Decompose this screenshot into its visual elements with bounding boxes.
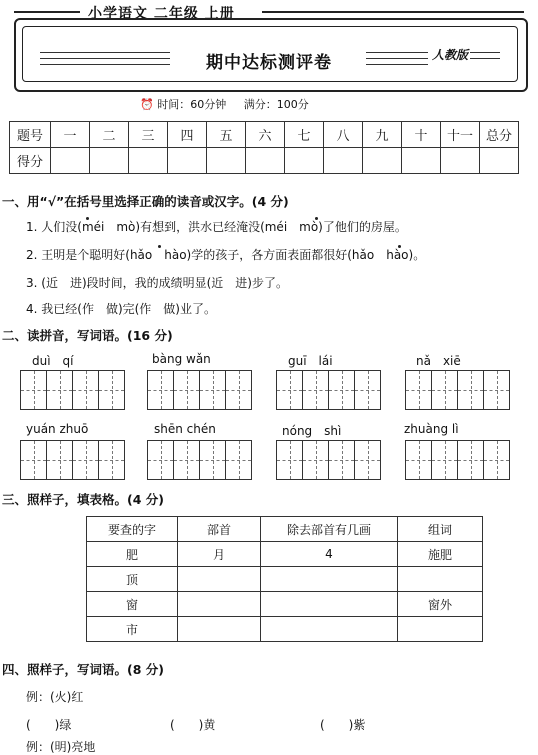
score-cell[interactable] (129, 148, 168, 174)
score-cell[interactable] (168, 148, 207, 174)
char-lookup-table (86, 516, 483, 642)
pinyin-label: nóng shì (282, 424, 342, 438)
section-1-heading: 一、用“√”在括号里选择正确的读音或汉字。(4 分) (2, 194, 289, 209)
score-header-cell: 十 (402, 122, 441, 148)
time-info (140, 96, 309, 112)
table-row (87, 542, 483, 567)
score-cell[interactable] (363, 148, 402, 174)
writing-box[interactable] (276, 440, 381, 480)
pinyin-label: bàng wǎn (152, 352, 211, 366)
fill-blank[interactable]: ( )黄 (170, 718, 216, 732)
full-score: 满分：100分 (243, 98, 309, 111)
score-table (9, 121, 519, 174)
score-cell[interactable] (324, 148, 363, 174)
table-cell: 4 (261, 542, 398, 567)
score-cell[interactable] (207, 148, 246, 174)
clock-icon: ⏰ (140, 98, 154, 111)
section-4-heading: 四、照样子，写词语。(8 分) (2, 662, 164, 677)
example-text: 例：(火)红 (26, 690, 84, 704)
writing-box[interactable] (276, 370, 381, 410)
score-header-cell: 二 (90, 122, 129, 148)
score-cell[interactable] (441, 148, 480, 174)
table-cell: 市 (87, 617, 178, 642)
pinyin-label: shēn chén (154, 422, 216, 436)
score-table-score-row (10, 148, 519, 174)
score-cell[interactable] (51, 148, 90, 174)
score-cell[interactable] (90, 148, 129, 174)
table-header-cell: 部首 (178, 517, 261, 542)
example-text-2: 例：(明)亮地 (26, 740, 96, 754)
emphasis-dot (315, 217, 318, 220)
score-header-cell: 总分 (480, 122, 519, 148)
score-cell[interactable] (480, 148, 519, 174)
page-title: 期中达标测评卷 (206, 53, 332, 73)
pinyin-label: zhuàng lì (404, 422, 459, 436)
writing-box[interactable] (147, 370, 252, 410)
emphasis-dot (86, 217, 89, 220)
table-header-cell: 组词 (398, 517, 483, 542)
pinyin-label: guī lái (288, 354, 333, 368)
writing-box[interactable] (405, 440, 510, 480)
writing-box[interactable] (20, 440, 125, 480)
score-header-cell: 三 (129, 122, 168, 148)
answer-cell[interactable] (261, 617, 398, 642)
writing-box[interactable] (147, 440, 252, 480)
writing-box[interactable] (405, 370, 510, 410)
question-1-1: 1. 人们没(méi mò)有想到，洪水已经淹没(méi mò)了他们的房屋。 (26, 220, 407, 234)
table-cell: 施肥 (398, 542, 483, 567)
score-table-header-row (10, 122, 519, 148)
writing-box[interactable] (20, 370, 125, 410)
score-header-cell: 八 (324, 122, 363, 148)
table-cell: 月 (178, 542, 261, 567)
question-1-2: 2. 王明是个聪明好(hǎo hào)学的孩子，各方面表面都很好(hǎo hào)。 (26, 248, 426, 262)
emphasis-dot (158, 245, 161, 248)
answer-cell[interactable] (261, 592, 398, 617)
pinyin-label: duì qí (32, 354, 74, 368)
table-row (87, 567, 483, 592)
score-header-cell: 七 (285, 122, 324, 148)
table-cell: 肥 (87, 542, 178, 567)
pinyin-label: nǎ xiē (416, 354, 461, 368)
emphasis-dot (398, 245, 401, 248)
answer-cell[interactable] (261, 567, 398, 592)
question-1-3: 3. (近 进)段时间，我的成绩明显(近 进)步了。 (26, 276, 288, 290)
table-cell: 窗 (87, 592, 178, 617)
time-limit: 时间：60分钟 (157, 98, 227, 111)
score-row-label: 得分 (10, 148, 51, 174)
section-2-heading: 二、读拼音，写词语。(16 分) (2, 328, 173, 343)
answer-cell[interactable] (398, 567, 483, 592)
table-header-row (87, 517, 483, 542)
score-header-cell: 五 (207, 122, 246, 148)
table-header-cell: 要查的字 (87, 517, 178, 542)
header-rule-right (262, 11, 524, 13)
edition-label: 人教版 (432, 48, 469, 62)
header-rule-left (14, 11, 80, 13)
score-header-cell: 九 (363, 122, 402, 148)
table-row (87, 617, 483, 642)
table-cell: 顶 (87, 567, 178, 592)
table-cell: 窗外 (398, 592, 483, 617)
pinyin-label: yuán zhuō (26, 422, 89, 436)
answer-cell[interactable] (178, 567, 261, 592)
score-cell[interactable] (285, 148, 324, 174)
header-subject: 小学语文 二年级 上册 (88, 6, 235, 22)
answer-cell[interactable] (178, 617, 261, 642)
fill-blank[interactable]: ( )绿 (26, 718, 72, 732)
score-header-cell: 一 (51, 122, 90, 148)
answer-cell[interactable] (398, 617, 483, 642)
answer-cell[interactable] (178, 592, 261, 617)
score-header-cell: 十一 (441, 122, 480, 148)
score-header-cell: 四 (168, 122, 207, 148)
section-3-heading: 三、照样子，填表格。(4 分) (2, 492, 164, 507)
table-row (87, 592, 483, 617)
score-header-cell: 六 (246, 122, 285, 148)
question-1-4: 4. 我已经(作 做)完(作 做)业了。 (26, 302, 216, 316)
score-cell[interactable] (246, 148, 285, 174)
table-header-cell: 除去部首有几画 (261, 517, 398, 542)
fill-blank[interactable]: ( )紫 (320, 718, 366, 732)
score-header-cell: 题号 (10, 122, 51, 148)
score-cell[interactable] (402, 148, 441, 174)
